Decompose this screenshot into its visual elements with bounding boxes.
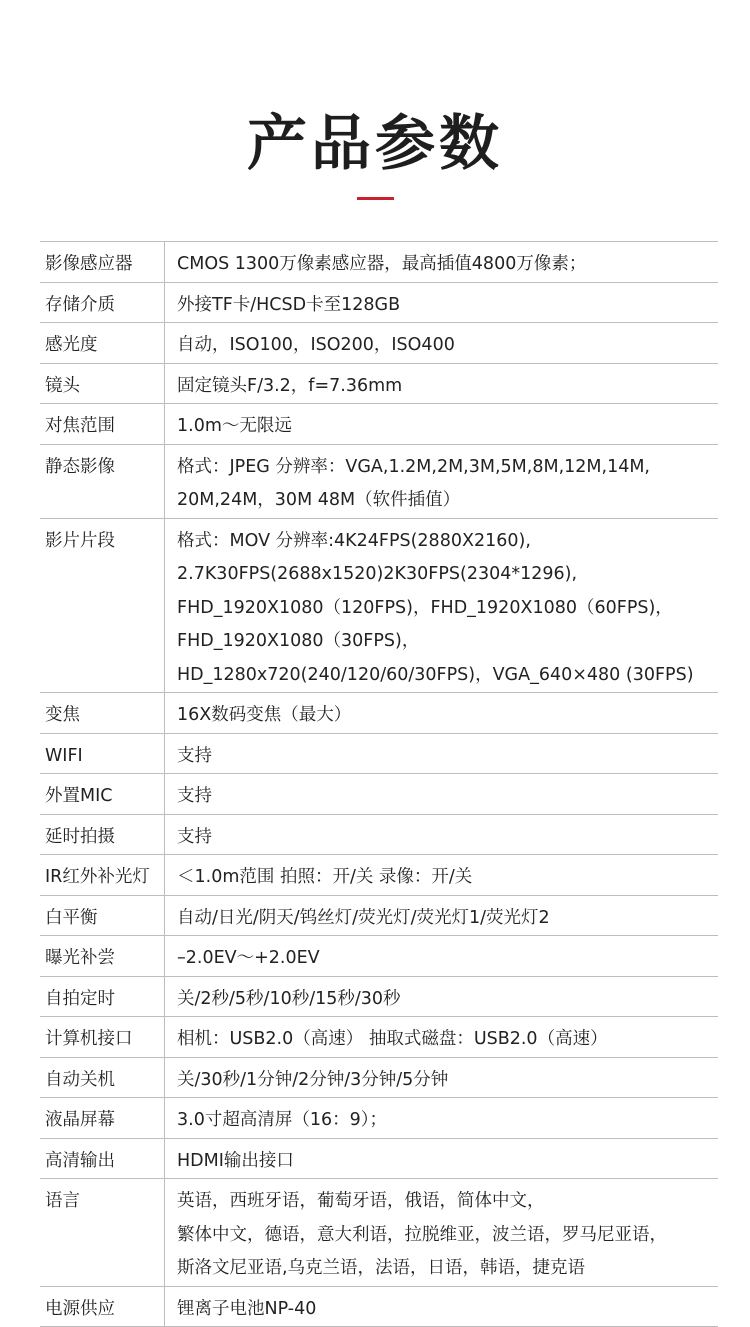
spec-value [165, 1017, 719, 1058]
spec-label: 液晶屏幕 [40, 1098, 165, 1139]
spec-label: 变焦 [40, 693, 165, 734]
spec-table-body [40, 242, 718, 1327]
spec-row [40, 855, 718, 896]
spec-value-line: 20M,24M，30M 48M（软件插值） [177, 490, 461, 510]
spec-value-line: HD_1280x720(240/120/60/30FPS)，VGA_640×480 (30FPS) [177, 664, 694, 685]
spec-label: 镜头 [40, 363, 165, 404]
spec-value [165, 1179, 719, 1287]
spec-label: 语言 [40, 1179, 165, 1287]
spec-value-line: 锂离子电池NP-40 [177, 1298, 317, 1319]
spec-row [40, 444, 718, 518]
spec-row [40, 323, 718, 364]
spec-value-line: 格式：JPEG 分辨率：VGA,1.2M,2M,3M,5M,8M,12M,14M, [177, 456, 650, 477]
spec-row [40, 774, 718, 815]
spec-row [40, 363, 718, 404]
spec-label: 静态影像 [40, 444, 165, 518]
spec-value-line: 繁体中文，德语，意大利语，拉脱维亚，波兰语，罗马尼亚语， [177, 1224, 667, 1245]
spec-row [40, 1286, 718, 1327]
spec-value-line: CMOS 1300万像素感应器，最高插值4800万像素； [177, 254, 587, 274]
spec-row [40, 1098, 718, 1139]
spec-label: 存储介质 [40, 282, 165, 323]
spec-value-line: 自动/日光/阴天/钨丝灯/荧光灯/荧光灯1/荧光灯2 [177, 907, 550, 928]
spec-row [40, 936, 718, 977]
spec-value-line: 格式：MOV 分辨率:4K24FPS(2880X2160), [177, 530, 531, 551]
spec-label: 影像感应器 [40, 242, 165, 283]
spec-value-line: 支持 [177, 745, 212, 766]
spec-value [165, 444, 719, 518]
spec-row [40, 733, 718, 774]
spec-row [40, 895, 718, 936]
spec-value [165, 976, 719, 1017]
spec-label: WIFI [40, 733, 165, 774]
spec-label: 对焦范围 [40, 404, 165, 445]
spec-row [40, 1057, 718, 1098]
spec-row [40, 814, 718, 855]
spec-value-line: 关/30秒/1分钟/2分钟/3分钟/5分钟 [177, 1069, 449, 1090]
spec-value [165, 1286, 719, 1327]
spec-value [165, 518, 719, 693]
spec-value [165, 814, 719, 855]
spec-label: 白平衡 [40, 895, 165, 936]
spec-row [40, 242, 718, 283]
spec-value [165, 323, 719, 364]
spec-label: 外置MIC [40, 774, 165, 815]
spec-value [165, 242, 719, 283]
spec-label: 计算机接口 [40, 1017, 165, 1058]
spec-label: IR红外补光灯 [40, 855, 165, 896]
spec-value [165, 733, 719, 774]
spec-value-line: ＜1.0m范围 拍照：开/关 录像：开/关 [177, 867, 473, 887]
spec-value-line: FHD_1920X1080（120FPS)，FHD_1920X1080（60FPS)， [177, 597, 673, 618]
spec-row [40, 693, 718, 734]
spec-value-line: HDMI输出接口 [177, 1150, 294, 1171]
spec-value-line: FHD_1920X1080（30FPS)， [177, 631, 420, 651]
spec-value-line: 固定镜头F/3.2，f=7.36mm [177, 375, 403, 396]
spec-row [40, 404, 718, 445]
spec-label: 延时拍摄 [40, 814, 165, 855]
spec-value-line: 1.0m～无限远 [177, 416, 292, 436]
spec-label: 感光度 [40, 323, 165, 364]
spec-value [165, 282, 719, 323]
spec-value [165, 774, 719, 815]
spec-label: 自动关机 [40, 1057, 165, 1098]
title-underline [357, 197, 394, 200]
spec-row [40, 518, 718, 693]
spec-value-line: 关/2秒/5秒/10秒/15秒/30秒 [177, 988, 401, 1009]
spec-value-line: 16X数码变焦（最大） [177, 705, 352, 725]
spec-label: 自拍定时 [40, 976, 165, 1017]
spec-value-line: 自动，ISO100，ISO200，ISO400 [177, 335, 455, 355]
spec-value-line: 英语，西班牙语，葡萄牙语，俄语，简体中文， [177, 1191, 545, 1211]
spec-value [165, 1098, 719, 1139]
spec-value [165, 363, 719, 404]
spec-row [40, 976, 718, 1017]
spec-value-line: 斯洛文尼亚语,乌克兰语，法语，日语，韩语，捷克语 [177, 1258, 586, 1278]
page-title: 产品参数 [247, 109, 503, 179]
spec-row [40, 1179, 718, 1287]
spec-value-line: –2.0EV～+2.0EV [177, 948, 320, 968]
spec-value [165, 1057, 719, 1098]
spec-table [40, 241, 718, 1327]
spec-value [165, 855, 719, 896]
spec-label: 高清输出 [40, 1138, 165, 1179]
spec-value-line: 2.7K30FPS(2688x1520)2K30FPS(2304*1296), [177, 564, 578, 584]
spec-value [165, 936, 719, 977]
spec-row [40, 1017, 718, 1058]
spec-label: 电源供应 [40, 1286, 165, 1327]
spec-value-line: 外接TF卡/HCSD卡至128GB [177, 294, 401, 315]
spec-value [165, 404, 719, 445]
spec-value [165, 895, 719, 936]
spec-label: 影片片段 [40, 518, 165, 693]
spec-label: 曝光补尝 [40, 936, 165, 977]
spec-row [40, 282, 718, 323]
spec-value [165, 693, 719, 734]
spec-value-line: 相机：USB2.0（高速） 抽取式磁盘：USB2.0（高速） [177, 1029, 608, 1049]
spec-value-line: 3.0寸超高清屏（16：9）； [177, 1110, 387, 1130]
spec-value [165, 1138, 719, 1179]
spec-value-line: 支持 [177, 826, 212, 847]
spec-row [40, 1138, 718, 1179]
spec-value-line: 支持 [177, 786, 212, 806]
